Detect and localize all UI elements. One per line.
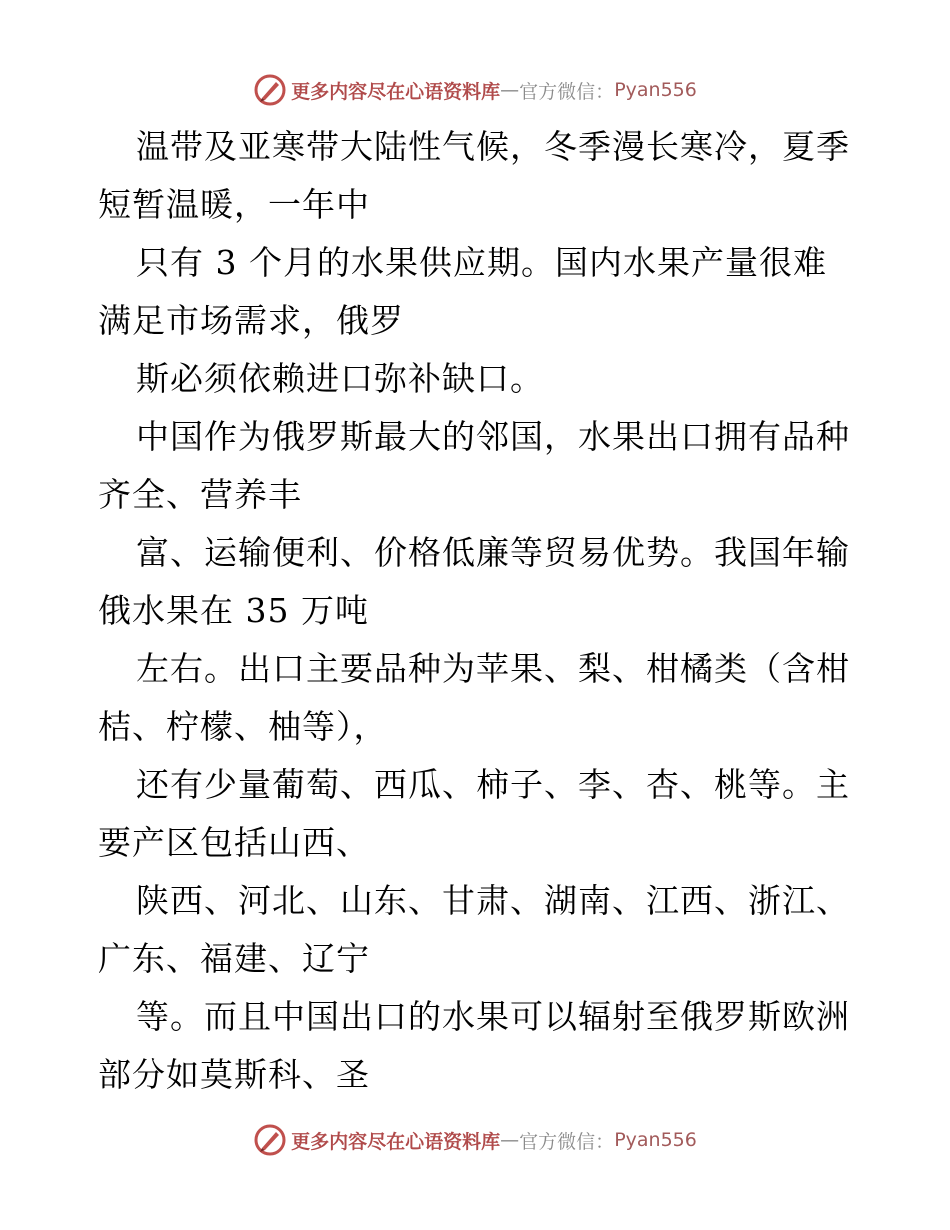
text-line: 俄水果在 35 万吨 [98, 591, 369, 630]
document-body [98, 118, 858, 1104]
footer-watermark [0, 1120, 950, 1160]
footer-wechat-id: Pyan556 [614, 1129, 697, 1151]
text-line: 富、运输便利、价格低廉等贸易优势。我国年输 [136, 533, 850, 572]
header-dash: — [500, 79, 520, 101]
text-line: 温带及亚寒带大陆性气候，冬季漫长寒冷，夏季 [136, 127, 850, 166]
text-line: 广东、福建、辽宁 [98, 939, 370, 978]
text-line: 部分如莫斯科、圣 [98, 1055, 370, 1094]
text-line: 中国作为俄罗斯最大的邻国，水果出口拥有品种 [136, 417, 850, 456]
text-line: 齐全、营养丰 [98, 475, 302, 514]
text-line: 还有少量葡萄、西瓜、柿子、李、杏、桃等。主 [136, 765, 850, 804]
text-line: 只有 3 个月的水果供应期。国内水果产量很难 [136, 243, 827, 282]
text-line: 陕西、河北、山东、甘肃、湖南、江西、浙江、 [136, 881, 850, 920]
footer-dash: — [500, 1129, 520, 1151]
header-wechat-label: 官方微信： [519, 80, 615, 103]
footer-site-name: 更多内容尽在心语资料库 [291, 1130, 501, 1153]
text-line: 满足市场需求，俄罗 [98, 301, 404, 340]
header-watermark [0, 70, 950, 110]
text-line: 要产区包括山西、 [98, 823, 370, 862]
footer-wechat-label: 官方微信： [519, 1130, 615, 1153]
header-site-name: 更多内容尽在心语资料库 [291, 80, 501, 103]
text-line: 斯必须依赖进口弥补缺口。 [136, 359, 544, 398]
text-line: 桔、柠檬、柚等）， [98, 707, 388, 746]
pen-logo-icon [253, 1123, 287, 1157]
header-wechat-id: Pyan556 [614, 79, 697, 101]
text-line: 短暂温暖，一年中 [98, 185, 370, 224]
pen-logo-icon [253, 73, 287, 107]
text-line: 等。而且中国出口的水果可以辐射至俄罗斯欧洲 [136, 997, 850, 1036]
text-line: 左右。出口主要品种为苹果、梨、柑橘类（含柑 [136, 649, 850, 688]
